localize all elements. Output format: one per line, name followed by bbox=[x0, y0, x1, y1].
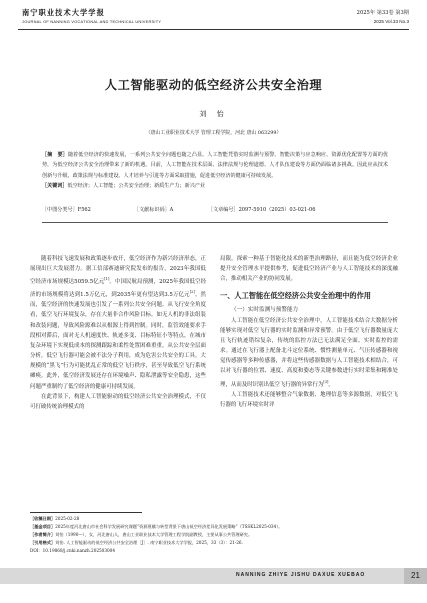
body-paragraph: 局限，探索一种基于智能化技术的新型治理路径，而且能为低空经济企业提升安全管理水平提供参考，促进低空经济产业与人工智能技术的深度融合，推动相关产业的协同发展。 bbox=[220, 256, 398, 283]
citation-format-line: ［引用格式］刘怡. 人工智能驱动的低空经济公共安全治理［J］. 南宁职业技术大学学报，2025，33（3）：21-26. bbox=[30, 540, 243, 546]
keywords-text: 低空经济；人工智能；公共安全治理；新质生产力；新兴产业 bbox=[67, 182, 206, 189]
footnote-block bbox=[30, 515, 398, 555]
keywords-line bbox=[42, 181, 388, 191]
journal-title-cn: 南宁职业技术大学学报 bbox=[22, 8, 105, 17]
page-number: 21 bbox=[404, 568, 427, 584]
body-right-column bbox=[220, 254, 398, 410]
article-title: 人工智能驱动的低空经济公共安全治理 bbox=[104, 78, 323, 92]
issue-info-cn: 2025年 第33卷 第3期 bbox=[356, 10, 409, 16]
document-code: ［文献标识码］A bbox=[134, 207, 174, 213]
clc-code: ［中图分类号］F562 bbox=[42, 207, 91, 213]
keywords-label: ［关键词］ bbox=[42, 182, 68, 189]
body-paragraph: 随着科技飞速发展和政策逐步放开，低空经济作为新兴经济形态，正展现出巨大发展潜力。据工信部赛迪研究院发布的报告，2023年我国低空经济市场规模达5059.5亿元[1]。中国民航局预测，2025年我国低空经济的市场规模将达到1.5万亿元，到2035年更有望达到3.5万亿元[2]。然而，低空经济的快速发展也引发了一系列公共安全问题。从飞行安全角度看，低空飞行环境复杂，存在大量非合作风险目标。如无人机的非法组装和改装问题，导致风险源难以从根源上得到控制。同时，监管效能要求手段相对滞后，面对无人机速度快、轨迹多变、目标特征小等特点，在城市复杂环境下实现低成本的探测跟踪和柔性处置困难重重。从公共安全层面分析，低空飞行器可能会被不法分子利用，成为危害公共安全的工具。大规模的“黑飞”行为可能扰乱正常的低空飞行秩序，甚至导致低空飞行系统瘫痪。此外，低空经济发展还存在环境噪声、隐私泄露等安全隐患，这些问题严重制约了低空经济的健康可持续发展。 bbox=[30, 256, 207, 390]
abstract-text: 随着低空经济的快速发展，一系列公共安全问题也随之凸显。人工智能凭借实时监测与预警、智能决策与应急响应、资源优化配置等方面的优势，为低空经济公共安全治理带来了新的机遇。目前，人工智能在技术层面、法律法规与伦理道德、人才队伍建设等方面仍面临诸多挑战。因此应从技术创新与升级、政策法规与标准建设、人才培养与引进等方面采取措施，促进低空经济的健康可持续发展。 bbox=[42, 152, 388, 179]
abstract-block bbox=[42, 150, 388, 191]
citation-ref: [2] bbox=[189, 290, 195, 295]
fund-line: ［基金项目］2025年度河北唐山市社会科学发展研究课题“资源禀赋与转型背景下唐山低空经济差异化发展策略”（TSSKL2025-034）。 bbox=[30, 524, 283, 530]
abstract-label: ［摘 要］ bbox=[42, 152, 68, 158]
running-footer: NANNING ZHIYE JISHU DAXUE XUEBAO bbox=[236, 572, 366, 578]
citation-ref: [1] bbox=[104, 277, 110, 282]
article-author: 刘 怡 bbox=[199, 110, 228, 118]
body-paragraph: 人工智能在低空经济公共安全治理中，人工智能技术结合大数据分析能够实现对低空飞行器的实时监测和异常预警。由于低空飞行器数量庞大且飞行轨迹错综复杂，传统的监控方法已无法满足全面、实时监控的需求。通过在飞行器上配备北斗定位系统、惯性测量单元、气压传感器和视觉传感器等多种传感器，并将这些传感器数据与人工智能技术相结合，可以对飞行器的位置、速度、高度和姿态等关键参数进行实时采集和精准处理，从而及时识别出低空飞行器的异常行为[3]。 bbox=[220, 317, 398, 388]
footnote-rule bbox=[30, 512, 142, 513]
body-paragraph: 在此背景下，构建人工智能驱动的低空经济公共安全治理模式，不仅可打破传统治理模式的 bbox=[30, 393, 206, 410]
classification-row bbox=[42, 206, 388, 213]
body-paragraph: 人工智能技术还能够整合气象数据、地理信息等多源数据，对低空飞行器的飞行环境实时评 bbox=[220, 391, 398, 408]
issue-info-en: 2025 Vol.33 No.3 bbox=[373, 19, 409, 24]
received-date-line: ［收稿日期］2025-02-28 bbox=[30, 516, 80, 521]
body-left-column bbox=[30, 254, 206, 412]
section-heading: 一、人工智能在低空经济公共安全治理中的作用 bbox=[220, 291, 371, 301]
author-bio-line: ［作者简介］刘怡（1990—），女，河北唐山人，唐山工业职业技术大学管理工程学院副教授，主要从事公共管理研究。 bbox=[30, 532, 253, 538]
citation-ref: [3] bbox=[323, 379, 329, 384]
abstract-paragraph bbox=[42, 150, 388, 181]
header-rule bbox=[18, 29, 409, 30]
author-affiliation: （唐山工业职业技术大学 管理工程学院，河北 唐山 063299） bbox=[145, 130, 282, 136]
journal-title-en: JOURNAL OF NANNING VOCATIONAL AND TECHNICAL UNIVERSITY bbox=[22, 19, 162, 24]
article-number: ［文章编号］2097-5910（2025）03-021-06 bbox=[208, 207, 316, 213]
doi-line: DOI：10.19868/j.cnki.nanzh.202503004 bbox=[30, 548, 116, 554]
abstract-divider bbox=[42, 222, 388, 223]
subsection-heading: （一）实时监测与预警能力 bbox=[231, 307, 299, 314]
